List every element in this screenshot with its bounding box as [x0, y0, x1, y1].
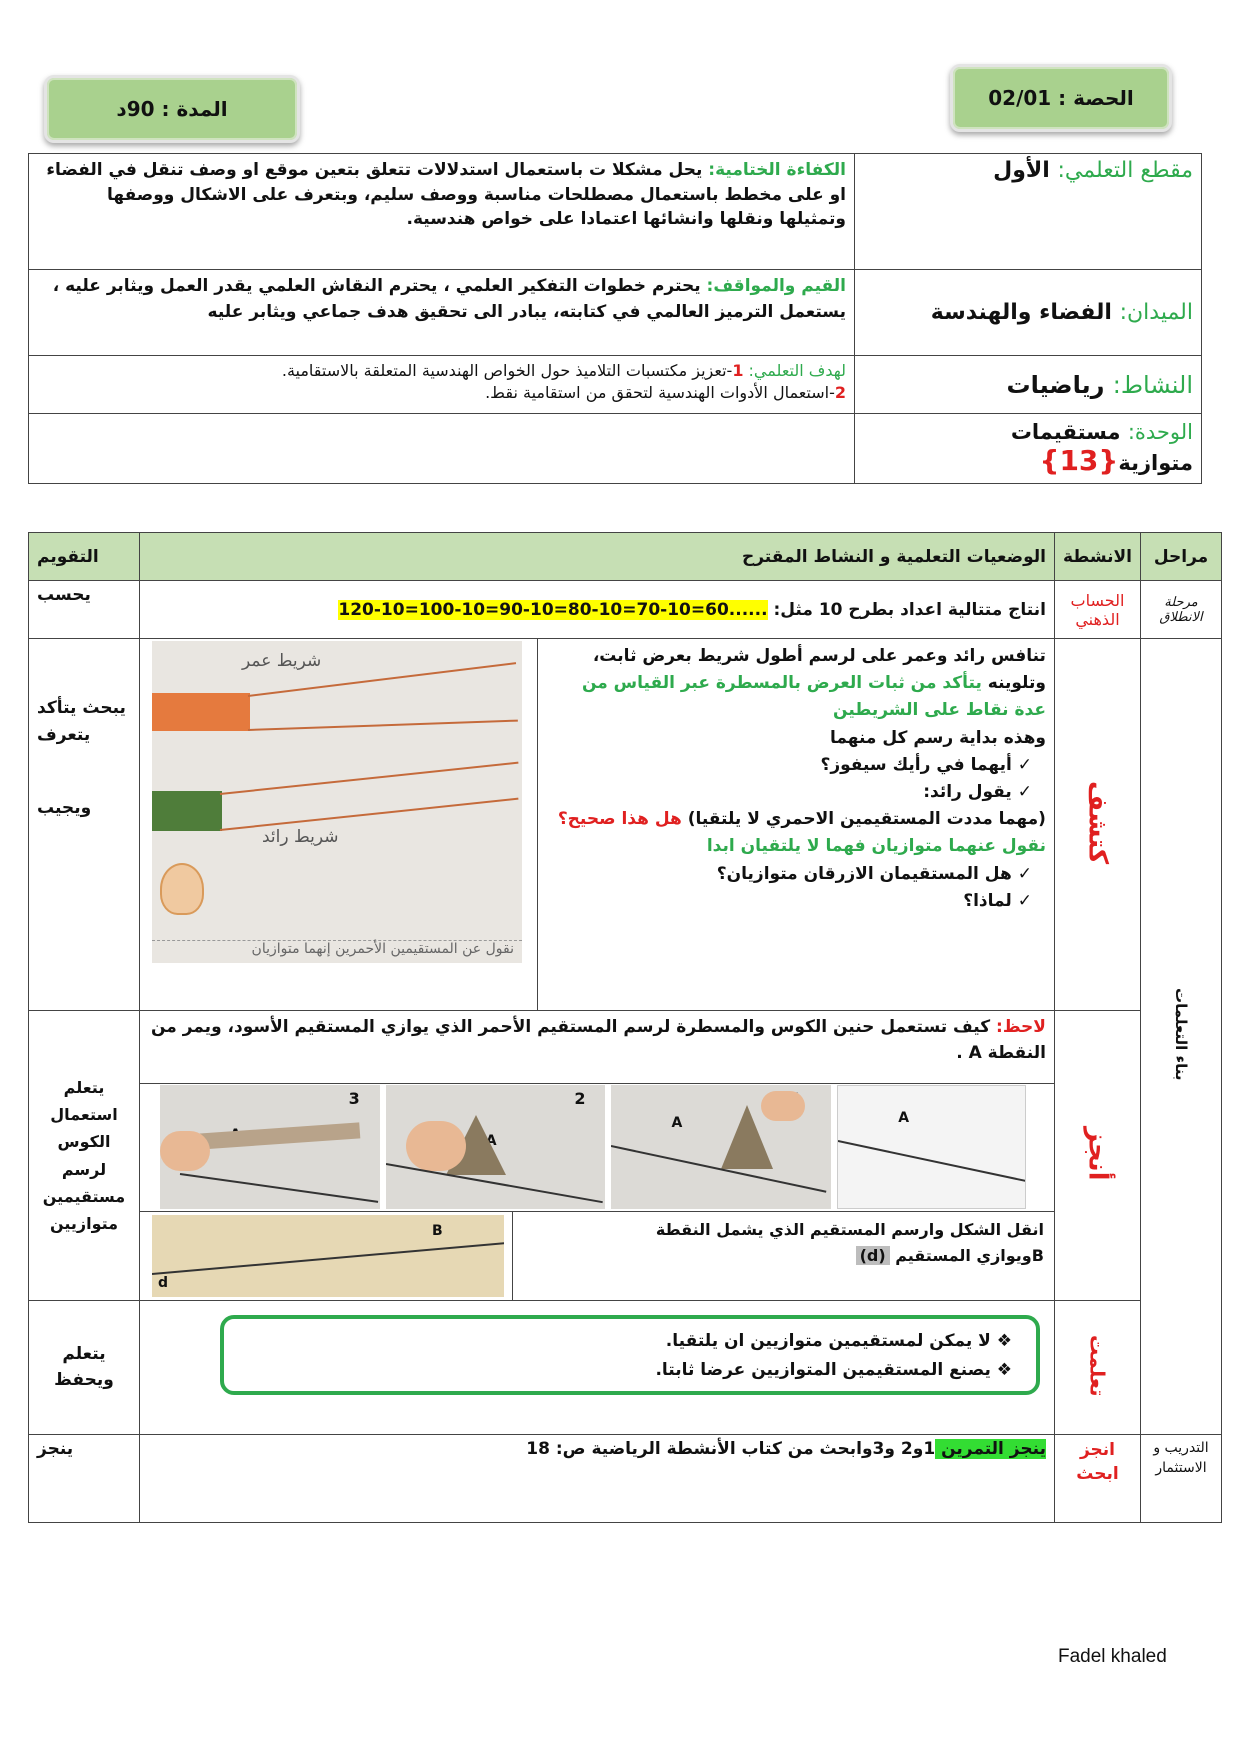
step-1-hand	[761, 1091, 805, 1121]
discover-text: تنافس رائد وعمر على لرسم أطول شريط بعرض ثابت، وتلوينه يتأكد من ثبات العرض بالمسطرة عبر القياس من عدة نقاط على الشريطين وهذه بداية رسم كل منهما ✓ أيهما في رأيك سيفوز؟ ✓ يقول رائد: (مهما مددت المستقيمين الاحمري لا يلتقيا) هل هذا صحيح؟ نقول عنهما متوازيان فهما لا يلتقيان ابدا ✓ هل المستقيمان الازرقان متوازيان؟ ✓ لماذا؟	[537, 639, 1054, 1011]
task-text: انقل الشكل وارسم المستقيم الذي يشمل النقطة Bويوازي المستقيم (d)	[655, 1220, 1044, 1265]
step-3-image: 3	[160, 1085, 380, 1209]
eval-calc: يحسب	[29, 581, 140, 639]
omar-ribbon-flag	[152, 693, 250, 731]
col-situations-header: الوضعيات التعلمية و النشاط المقترح	[140, 533, 1055, 581]
task-vertical-divider	[512, 1211, 513, 1300]
mental-calc-task: انتاج متتالية اعداد بطرح 10 مثل: 120-10=100-10=90-10=80-10=70-10=60......	[140, 581, 1055, 639]
step-3-line	[180, 1173, 378, 1203]
practice-task: ينجز التمرين 1و2 و3وابحث من كتاب الأنشطة الرياضية ص: 18	[140, 1435, 1055, 1523]
question-who-wins: ✓ أيهما في رأيك سيفوز؟	[546, 752, 1032, 779]
eval-achieve: يتعلم استعمال الكوس لرسم مستقيمين متوازيين	[29, 1011, 140, 1301]
steps-figure	[160, 1085, 1026, 1209]
step-0-image: A	[837, 1085, 1026, 1209]
activity-achieve: أنجز	[1054, 1011, 1140, 1301]
rule-1: ❖ لا يمكن لمستقيمين متوازيين ان يلتقيا.	[665, 1331, 1012, 1351]
discover-figure-cell	[140, 639, 538, 1011]
stage-build: بناء التعلمات	[1141, 639, 1222, 1435]
point-b-figure: B d	[152, 1215, 504, 1297]
rules-box	[220, 1315, 1040, 1395]
author-signature: Fadel khaled	[1058, 1646, 1167, 1667]
girl-icon	[160, 863, 204, 915]
field-cell: الميدان: الفضاء والهندسة	[855, 270, 1202, 356]
step-1-line	[611, 1145, 826, 1193]
step-1-image: A	[611, 1085, 831, 1209]
diamond-bullet-icon: ❖	[990, 1331, 1012, 1351]
step-0-line	[838, 1140, 1026, 1184]
segment-cell: مقطع التعلمي: الأول	[855, 154, 1202, 270]
col-activities-header: الانشطة	[1054, 533, 1140, 581]
achieve-content: لاحظ: كيف تستعمل حنين الكوس والمسطرة لرسم المستقيم الأحمر الذي يوازي المستقيم الأسود، ويمر من النقطة A . 3 2 A A A B d انقل الشكل وارسم المستقيم الذي يشمل النقطة Bويوازي المستقيم (d)	[140, 1011, 1055, 1301]
activity-mental-calc: الحساب الذهني	[1054, 581, 1140, 639]
lesson-table	[28, 532, 1222, 1523]
task-divider	[140, 1211, 1054, 1212]
raed-ribbon-line-bottom	[220, 798, 519, 831]
diamond-bullet-icon: ❖	[990, 1359, 1012, 1380]
rule-2: ❖ يصنع المستقيمين المتوازيين عرضا ثابتا.	[655, 1359, 1012, 1380]
duration-badge: المدة : 90د	[44, 75, 300, 143]
eval-learned: يتعلم ويحفظ	[29, 1301, 140, 1435]
learned-content	[140, 1301, 1055, 1435]
info-table	[28, 153, 1202, 484]
question-blue-parallel: ✓ هل المستقيمان الازرقان متوازيان؟	[546, 861, 1032, 888]
activity-discover: كتشف	[1054, 639, 1140, 1011]
stage-practice: التدريب و الاستثمار	[1141, 1435, 1222, 1523]
raed-ribbon-flag	[152, 791, 222, 831]
goal-cell: لهدف التعلمي: 1-تعزيز مكتسبات التلاميذ حول الخواص الهندسية المتعلقة بالاستقامية. 2-استعمال الأدوات الهندسية لتحقق من استقامية نقط.	[29, 356, 855, 414]
raed-ribbon-line-top	[220, 762, 519, 795]
competence-cell: الكفاءة الختامية: يحل مشكلا ت باستعمال استدلالات تتعلق بتعين موقع او وصف تنقل في الفضاء او على مخطط باستعمال مصطلحات مناسبة ووصف سليم، وبتعرف على الاشكال ووصفها وتمثيلها ونقلها وانشائها اعتمادا على خواص هندسية.	[29, 154, 855, 270]
ribbons-figure	[152, 641, 522, 963]
omar-ribbon-label: شريط عمر	[242, 651, 322, 671]
col-stages-header: مراحل	[1141, 533, 1222, 581]
ribbons-caption: نقول عن المستقيمين الأحمرين إنهما متوازيان	[152, 940, 522, 957]
step-3-hand	[160, 1131, 210, 1171]
omar-ribbon-line-bottom	[248, 720, 518, 731]
line-d	[152, 1241, 504, 1275]
raed-ribbon-label: شريط رائد	[262, 827, 339, 847]
activity-cell: النشاط: رياضيات	[855, 356, 1202, 414]
unit-cell: الوحدة: مستقيمات متوازية{13}	[855, 414, 1202, 484]
activity-learned: تعلمت	[1054, 1301, 1140, 1435]
eval-practice: ينجز	[29, 1435, 140, 1523]
eval-discover: يبحث يتأكد يتعرف ويجيب	[29, 639, 140, 1011]
step-2-hand	[406, 1121, 466, 1171]
values-cell: القيم والمواقف: يحترم خطوات التفكير العلمي ، يحترم النقاش العلمي يقدر العمل ويثابر عليه ، يستعمل الترميز العالمي في كتابته، يبادر الى تحقيق هدف جماعي ويثابر عليه	[29, 270, 855, 356]
question-raed-says: ✓ يقول رائد:	[546, 779, 1032, 806]
activity-practice: انجز ابحث	[1054, 1435, 1140, 1523]
stage-launch: مرحلة الانطلاق	[1141, 581, 1222, 639]
step-2-image: 2 A	[386, 1085, 606, 1209]
col-evaluation-header: التقويم	[29, 533, 140, 581]
question-why: ✓ لماذا؟	[546, 888, 1032, 915]
session-badge: الحصة : 02/01	[950, 64, 1172, 132]
